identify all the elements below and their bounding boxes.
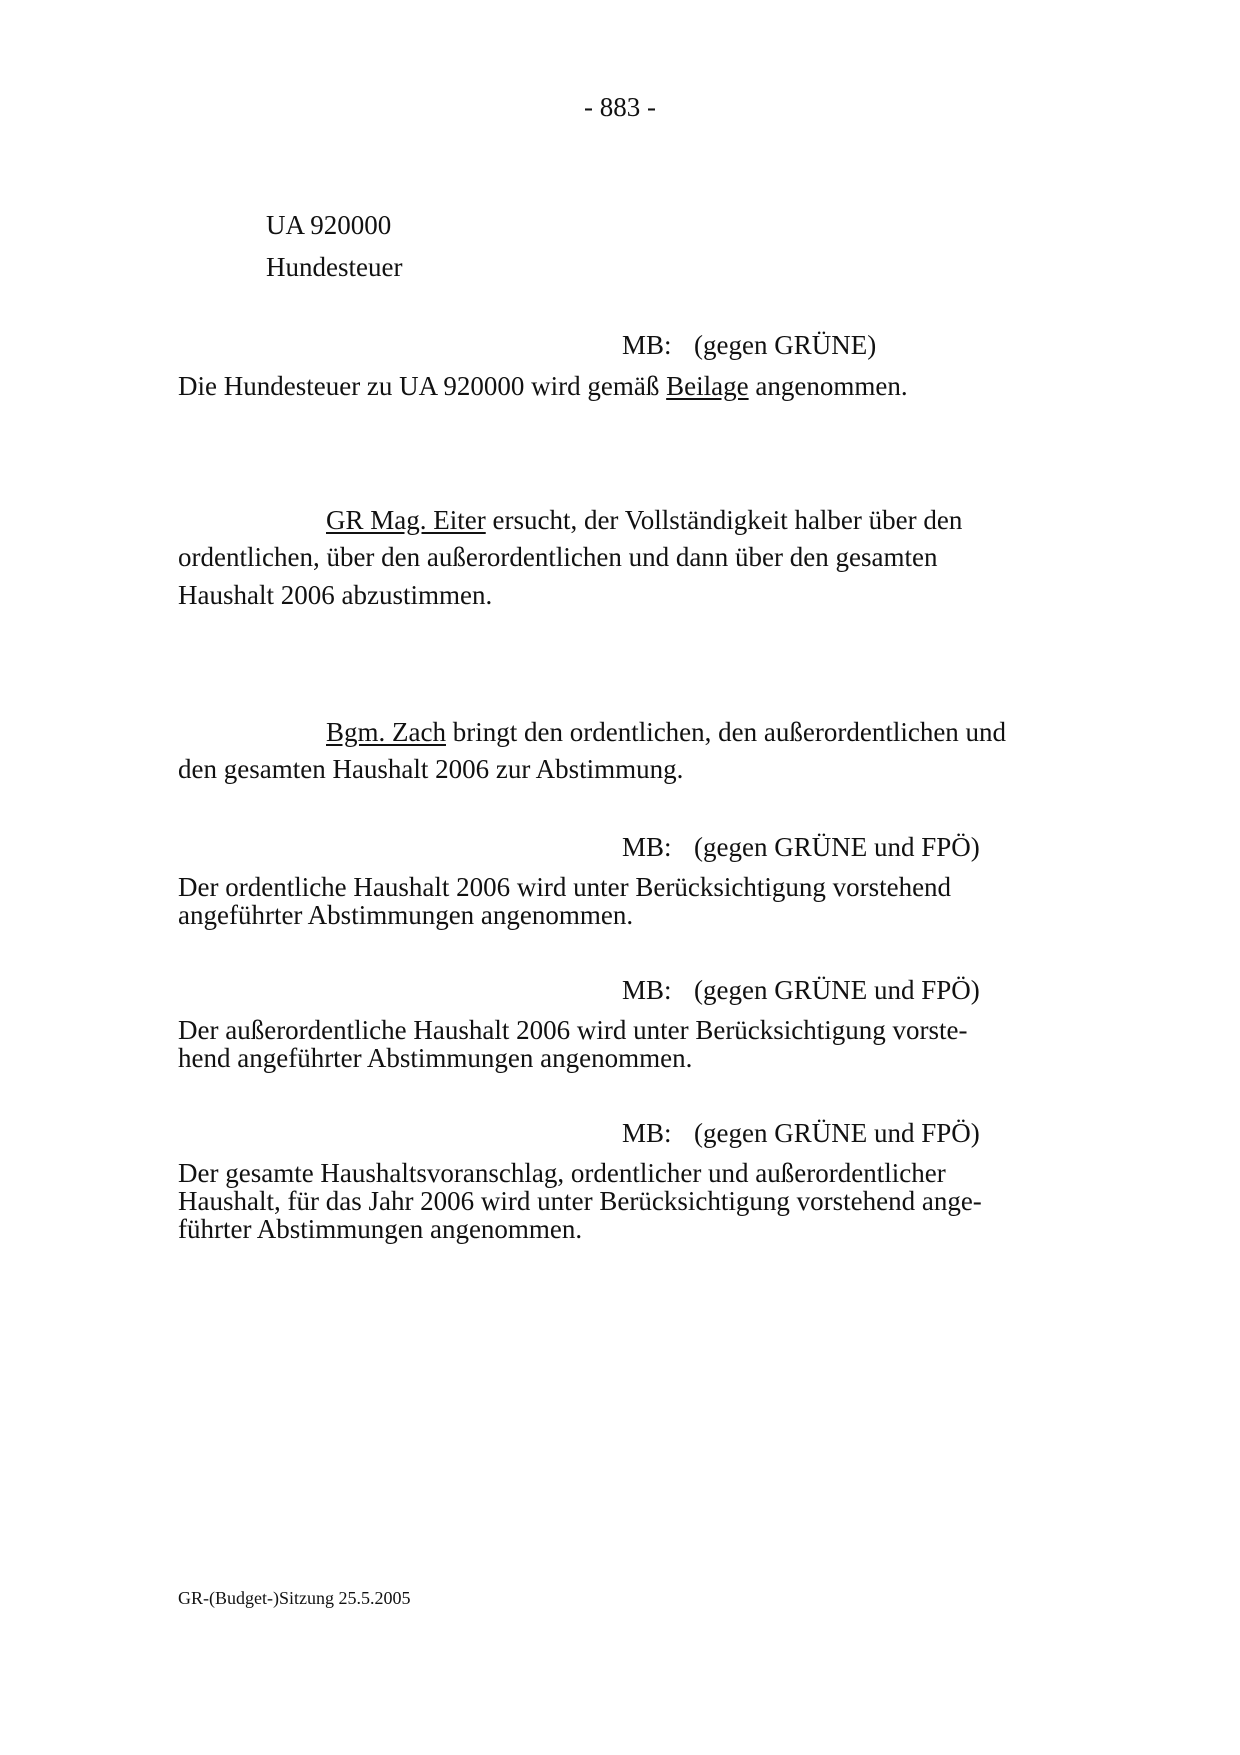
gesamt-line-1: Der gesamte Haushaltsvoranschlag, ordentlicher und außerordentlicher xyxy=(178,1158,946,1188)
gesamt-line-2: Haushalt, für das Jahr 2006 wird unter Berücksichtigung vorstehend ange- xyxy=(178,1186,982,1216)
resolution-text: angenommen. xyxy=(748,371,908,401)
vote-ordentlich xyxy=(622,832,980,863)
mb-label: MB: xyxy=(622,975,672,1005)
ausserordentlich-line-2: hend angeführter Abstimmungen angenommen. xyxy=(178,1043,693,1073)
vote-hundesteuer xyxy=(622,330,876,361)
page-number: - 883 - xyxy=(584,92,656,122)
eiter-line-2: ordentlichen, über den außerordentlichen und dann über den gesamten xyxy=(178,542,938,572)
vote-ausserordentlich xyxy=(622,975,980,1006)
ordentlich-line-2: angeführter Abstimmungen angenommen. xyxy=(178,900,634,930)
mb-label: MB: xyxy=(622,1118,672,1148)
heading-title: Hundesteuer xyxy=(266,252,403,282)
resolution-hundesteuer xyxy=(178,371,908,402)
vote-gesamt xyxy=(622,1118,980,1149)
heading-code: UA 920000 xyxy=(266,210,392,240)
footer: GR-(Budget-)Sitzung 25.5.2005 xyxy=(178,1588,411,1608)
vote-result: (gegen GRÜNE und FPÖ) xyxy=(694,1118,980,1148)
gesamt-line-3: führter Abstimmungen angenommen. xyxy=(178,1214,583,1244)
mb-label: MB: xyxy=(622,330,672,360)
zach-line-1 xyxy=(326,717,1006,748)
speaker-eiter: GR Mag. Eiter xyxy=(326,505,486,535)
vote-result: (gegen GRÜNE) xyxy=(694,330,877,360)
speaker-zach: Bgm. Zach xyxy=(326,717,446,747)
zach-text: bringt den ordentlichen, den außerordentlichen und xyxy=(445,717,1007,747)
eiter-line-3: Haushalt 2006 abzustimmen. xyxy=(178,580,493,610)
ausserordentlich-line-1: Der außerordentliche Haushalt 2006 wird unter Berücksichtigung vorste- xyxy=(178,1015,968,1045)
ordentlich-line-1: Der ordentliche Haushalt 2006 wird unter Berücksichtigung vorstehend xyxy=(178,872,952,902)
mb-label: MB: xyxy=(622,832,672,862)
vote-result: (gegen GRÜNE und FPÖ) xyxy=(694,975,980,1005)
beilage-link[interactable]: Beilage xyxy=(666,371,749,401)
vote-result: (gegen GRÜNE und FPÖ) xyxy=(694,832,980,862)
resolution-text: Die Hundesteuer zu UA 920000 wird gemäß xyxy=(178,371,667,401)
eiter-text: ersucht, der Vollständigkeit halber über den xyxy=(485,505,963,535)
eiter-line-1 xyxy=(326,505,962,536)
zach-line-2: den gesamten Haushalt 2006 zur Abstimmung. xyxy=(178,754,684,784)
